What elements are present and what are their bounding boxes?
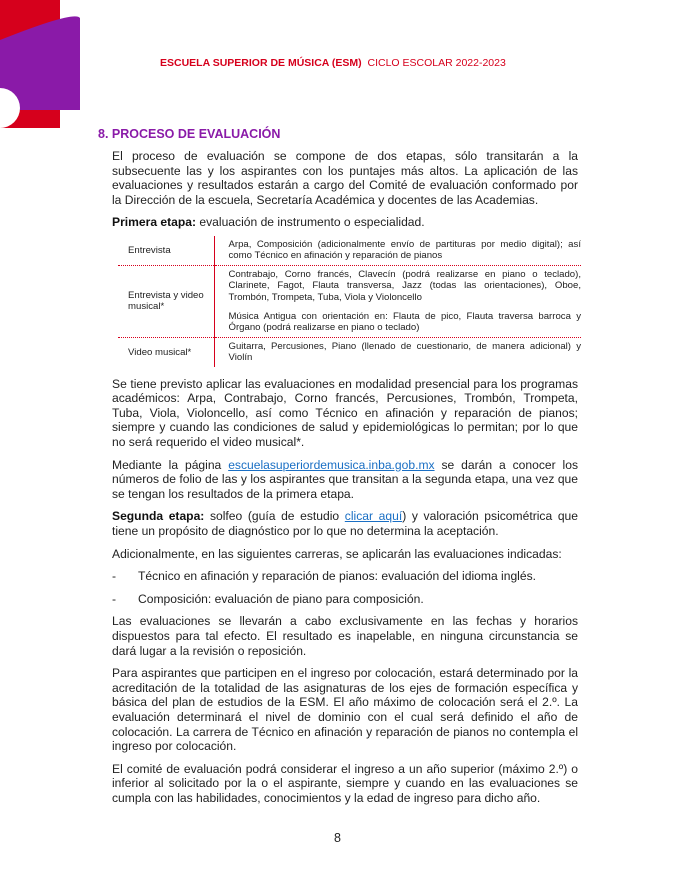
first-stage-label: Primera etapa: [112,215,197,230]
program-list: Arpa, Composición (adicionalmente envío de partituras por medio digital); así como Técnico en afinación y reparación de pianos [228,238,581,262]
intro-paragraph: El proceso de evaluación se compone de dos etapas, sólo transitarán a la subsecuente las y los aspirantes con los puntajes más altos. La aplicación de las evaluaciones y resultados estarán a cargo del Comité de evaluación conformado por la Dirección de la escuela, Secretaría Académica y docentes de las Academias. [112,149,578,207]
website-paragraph [112,458,578,502]
list-item [112,569,578,584]
list-marker: - [112,569,117,584]
website-link[interactable]: escuelasuperiordemusica.inba.gob.mx [228,457,435,472]
page-number: 8 [334,831,341,845]
evaluation-type: Entrevista y video musical* [118,265,214,337]
table-row [118,337,581,366]
table-row [118,265,581,337]
website-text-after: se darán a conocer los números de folio de las y los aspirantes que transitan a la segunda etapa, una vez que se tengan los resultados de la primera etapa. [112,457,578,501]
additional-paragraph: Adicionalmente, en las siguientes carreras, se aplicarán las evaluaciones indicadas: [112,546,562,561]
schedule-paragraph: Las evaluaciones se llevarán a cabo exclusivamente en las fechas y horarios dispuestos para tal efecto. El resultado es inapelable, en ninguna circunstancia se dará lugar a la revisión o reposición. [112,614,578,658]
second-stage-paragraph [112,509,578,538]
list-item [112,592,578,607]
first-stage-paragraph [112,215,578,230]
evaluation-programs [214,236,581,265]
first-stage-text: evaluación de instrumento o especialidad. [196,215,425,230]
committee-paragraph: El comité de evaluación podrá considerar el ingreso a un año superior (máximo 2.º) o inferior al solicitado por la o el aspirante, siempre y cuando en las evaluaciones se cumpla con las habilidades, conocimientos y la edad de ingreso para dicho año. [112,761,578,805]
section-title: 8. PROCESO DE EVALUACIÓN [98,127,281,141]
document-body [112,149,581,813]
evaluation-type: Entrevista [118,236,214,265]
page-header [160,57,560,69]
list-marker: - [112,591,117,606]
second-stage-text-before: solfeo (guía de estudio [204,509,345,524]
evaluation-table [118,236,581,367]
program-list: Contrabajo, Corno francés, Clavecín (podrá realizarse en piano o teclado), Clarinete, Fagot, Flauta transversa, Jazz (todas las orientaciones), Oboe, Trombón, Trompeta, Tuba, Viola y Violoncello [228,268,581,303]
evaluation-programs [214,337,581,366]
list-item-text: Composición: evaluación de piano para composición. [138,591,424,606]
list-item-text: Técnico en afinación y reparación de pianos: evaluación del idioma inglés. [138,569,536,584]
program-list: Música Antigua con orientación en: Flauta de pico, Flauta traversa barroca y Órgano (podrá realizarse en piano o teclado) [228,311,581,334]
table-row [118,236,581,265]
second-stage-label: Segunda etapa: [112,509,205,524]
placement-paragraph: Para aspirantes que participen en el ingreso por colocación, estará determinado por la acreditación de la totalidad de las asignaturas de los ejes de formación específica y básica del plan de estudios de la ESM. El año máximo de colocación será el 2.º. La evaluación determinará el nivel de dominio con el cual será definido el año de colocación. La carrera de Técnico en afinación y reparación de pianos no contempla el ingreso por colocación. [112,666,578,754]
corner-decoration [0,0,80,130]
school-name: ESCUELA SUPERIOR DE MÚSICA (ESM) [160,57,362,69]
evaluation-type: Video musical* [128,346,192,358]
evaluation-programs [214,265,581,337]
school-cycle: CICLO ESCOLAR 2022-2023 [367,57,506,69]
program-list: Guitarra, Percusiones, Piano (llenado de cuestionario, de manera adicional) y Violín [228,340,581,364]
presencial-paragraph: Se tiene previsto aplicar las evaluaciones en modalidad presencial para los programas académicos: Arpa, Contrabajo, Corno francés, Percusiones, Trombón, Trompeta, Tuba, Viola, Violoncello, así como Técnico en afinación y reparación de pianos; siempre y cuando las condiciones de salud y epidemiológicas lo permitan; por lo que no será requerido el video musical*. [112,376,578,449]
website-text-before: Mediante la página [112,457,229,472]
second-stage-text-after: ) y valoración psicométrica que tiene un propósito de diagnóstico por lo que no determina la aceptación. [112,509,578,538]
study-guide-link[interactable]: clicar aquí [344,509,403,524]
